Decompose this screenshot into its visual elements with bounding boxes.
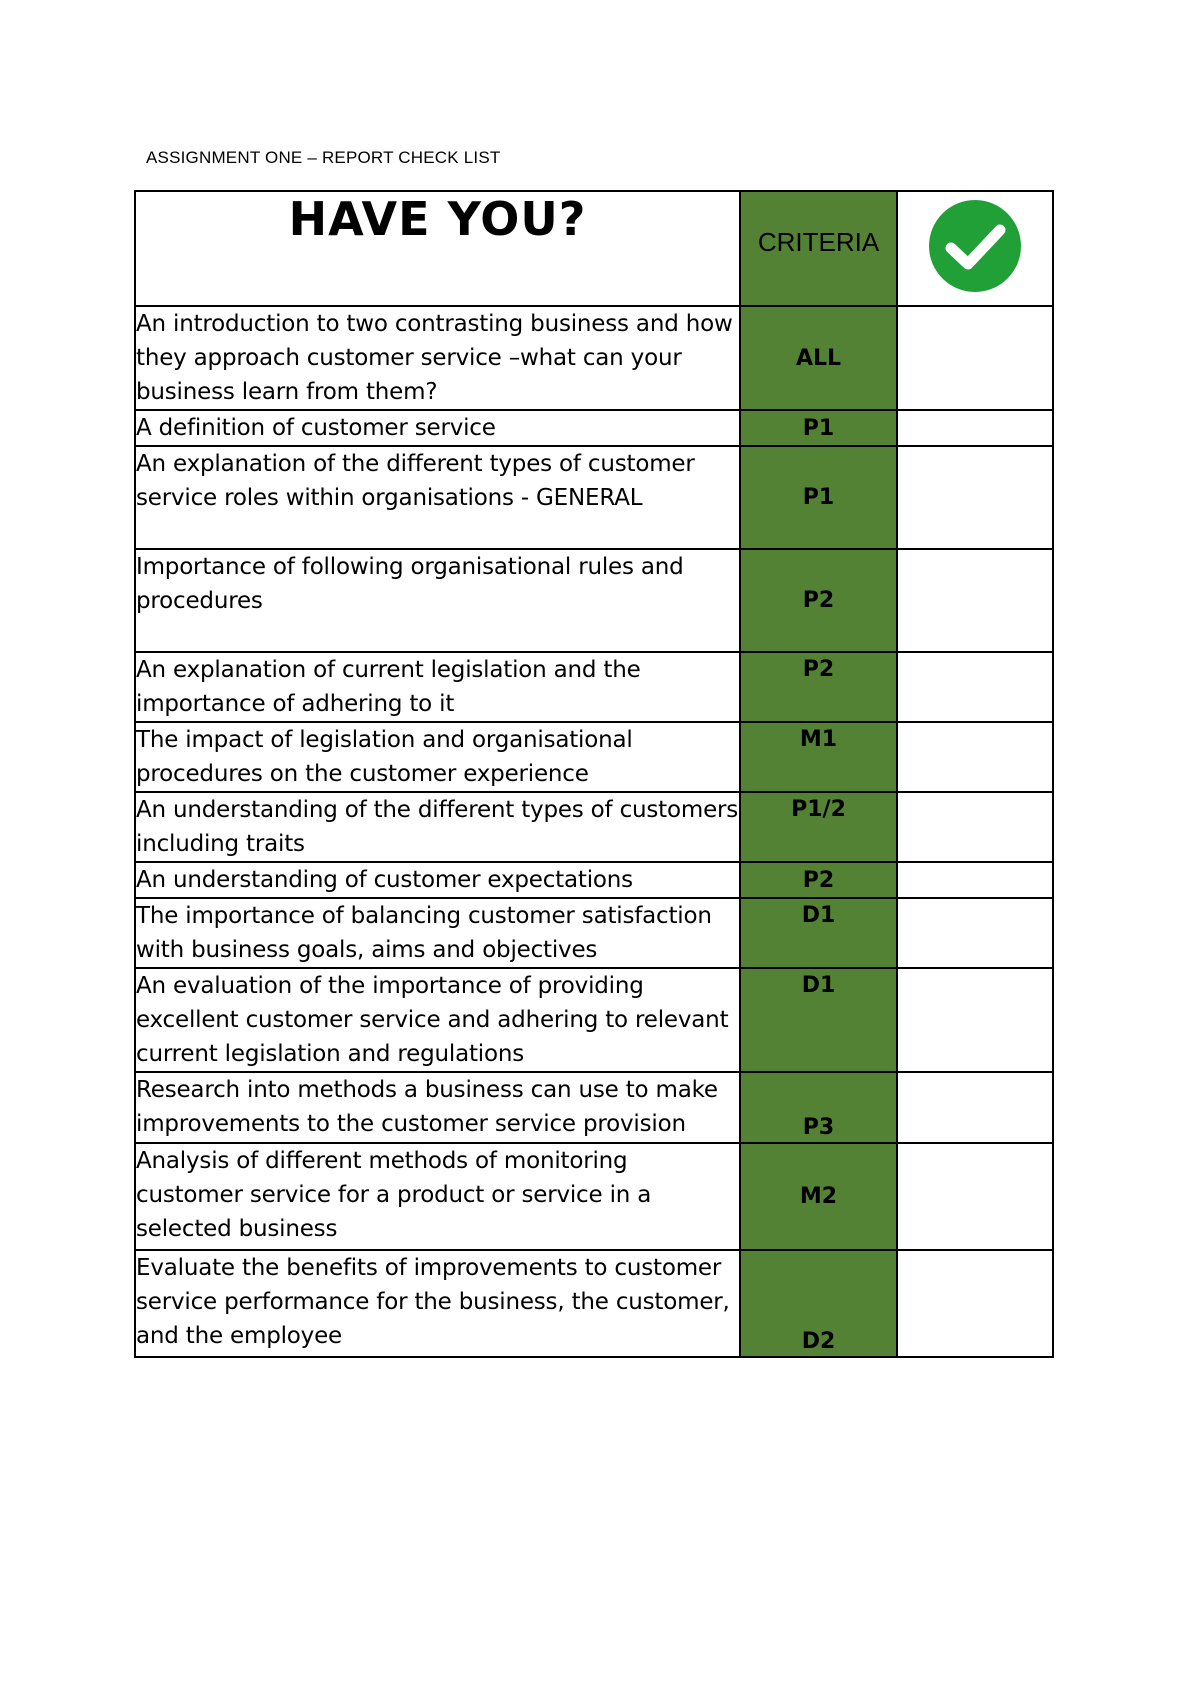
table-row (135, 549, 1053, 652)
criteria-cell: D1 (740, 898, 897, 968)
table-row (135, 792, 1053, 862)
check-cell[interactable] (897, 722, 1053, 792)
check-cell[interactable] (897, 410, 1053, 446)
criteria-cell: D2 (740, 1250, 897, 1357)
criteria-heading-label: CRITERIA (757, 227, 880, 257)
criteria-cell: P3 (740, 1072, 897, 1143)
criteria-cell: P2 (740, 549, 897, 652)
have-you-heading: HAVE YOU? (135, 191, 740, 306)
table-header-row (135, 191, 1053, 306)
checklist-item: Importance of following organisational rules and procedures (135, 549, 740, 652)
criteria-cell: ALL (740, 306, 897, 410)
check-cell[interactable] (897, 898, 1053, 968)
checklist-item: A definition of customer service (135, 410, 740, 446)
checklist-item: Evaluate the benefits of improvements to customer service performance for the business, the customer, and the employee (135, 1250, 740, 1357)
criteria-cell: P2 (740, 652, 897, 722)
table-row (135, 410, 1053, 446)
table-row (135, 722, 1053, 792)
check-cell[interactable] (897, 652, 1053, 722)
check-cell[interactable] (897, 446, 1053, 549)
check-cell[interactable] (897, 306, 1053, 410)
check-cell[interactable] (897, 968, 1053, 1072)
check-cell[interactable] (897, 1143, 1053, 1250)
checklist-item: An understanding of customer expectations (135, 862, 740, 898)
checklist-item: Research into methods a business can use to make improvements to the customer service provision (135, 1072, 740, 1143)
table-row (135, 968, 1053, 1072)
table-row (135, 446, 1053, 549)
criteria-cell: P2 (740, 862, 897, 898)
check-circle-icon (927, 198, 1023, 294)
criteria-cell: M2 (740, 1143, 897, 1250)
criteria-heading (740, 191, 897, 306)
checklist-item: The importance of balancing customer satisfaction with business goals, aims and objectives (135, 898, 740, 968)
check-cell[interactable] (897, 792, 1053, 862)
check-column-header (897, 191, 1053, 306)
document-title: ASSIGNMENT ONE – REPORT CHECK LIST (146, 148, 501, 167)
check-cell[interactable] (897, 862, 1053, 898)
checklist-item: An explanation of the different types of customer service roles within organisations - GENERAL (135, 446, 740, 549)
table-row (135, 1143, 1053, 1250)
checklist-table (134, 190, 1054, 1358)
table-row (135, 306, 1053, 410)
criteria-cell: D1 (740, 968, 897, 1072)
criteria-cell: P1/2 (740, 792, 897, 862)
check-cell[interactable] (897, 1072, 1053, 1143)
table-row (135, 898, 1053, 968)
checklist-item: An evaluation of the importance of providing excellent customer service and adhering to relevant current legislation and regulations (135, 968, 740, 1072)
criteria-cell: M1 (740, 722, 897, 792)
table-row (135, 1072, 1053, 1143)
table-row (135, 652, 1053, 722)
table-row (135, 862, 1053, 898)
checklist-item: An introduction to two contrasting business and how they approach customer service –what can your business learn from them? (135, 306, 740, 410)
check-cell[interactable] (897, 1250, 1053, 1357)
check-cell[interactable] (897, 549, 1053, 652)
checklist-item: An explanation of current legislation and the importance of adhering to it (135, 652, 740, 722)
checklist-item: Analysis of different methods of monitoring customer service for a product or service in a selected business (135, 1143, 740, 1250)
table-row (135, 1250, 1053, 1357)
criteria-cell: P1 (740, 410, 897, 446)
criteria-cell: P1 (740, 446, 897, 549)
checklist-item: An understanding of the different types of customers including traits (135, 792, 740, 862)
checklist-item: The impact of legislation and organisational procedures on the customer experience (135, 722, 740, 792)
